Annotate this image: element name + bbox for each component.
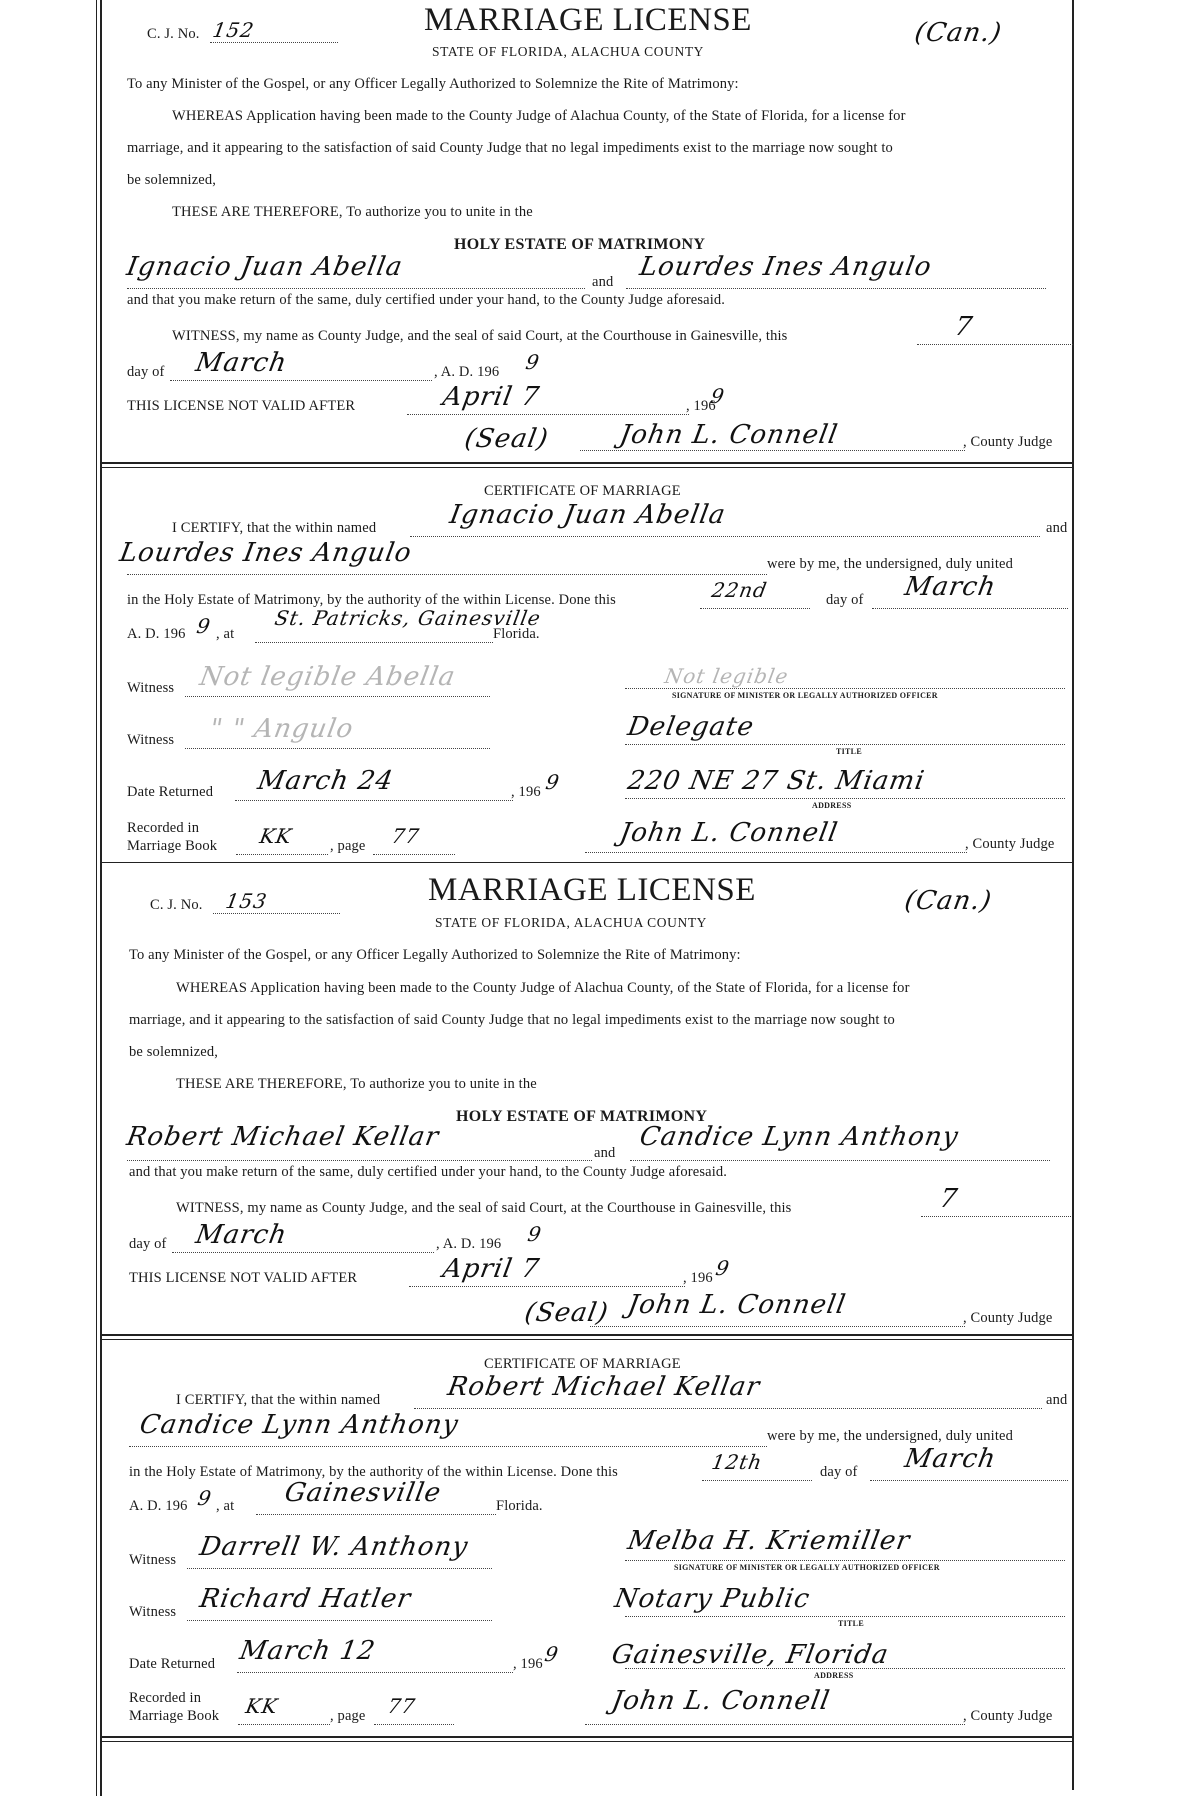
witness-line: WITNESS, my name as County Judge, and the seal of said Court, at the Courthouse in Gainesville, this: [172, 328, 788, 344]
month-dotted-2: [172, 1252, 434, 1253]
date-returned-dotted-2: [237, 1672, 513, 1673]
cert-florida: Florida.: [493, 626, 540, 642]
done-month: March: [902, 572, 999, 602]
day-dotted-2: [921, 1216, 1071, 1217]
address-dotted: [625, 798, 1065, 799]
and-word: and: [592, 274, 614, 290]
cert-at-label-2: , at: [216, 1498, 235, 1514]
marriage-book-label-2: Marriage Book: [129, 1708, 220, 1724]
date-returned-dotted: [235, 800, 513, 801]
corner-mark-2: (Can.): [902, 886, 995, 916]
done-month-dotted: [872, 608, 1068, 609]
certificate-title: CERTIFICATE OF MARRIAGE: [484, 483, 681, 499]
title-caption: TITLE: [836, 747, 862, 756]
officer-title-2: Notary Public: [612, 1584, 813, 1614]
certificate-title-2: CERTIFICATE OF MARRIAGE: [484, 1356, 681, 1372]
whereas-line-3: be solemnized,: [127, 172, 217, 188]
day-number: 7: [952, 312, 976, 342]
officer-signature: Not legible: [662, 664, 791, 688]
groom-dotted-2: [127, 1160, 592, 1161]
cj-dotted-2: [213, 913, 340, 914]
title-dotted: [625, 744, 1065, 745]
cj-label-2: C. J. No.: [150, 897, 203, 913]
officer-dotted: [625, 688, 1065, 689]
page-number-2: 77: [385, 1694, 418, 1718]
officer-address: 220 NE 27 St. Miami: [625, 766, 928, 796]
marriage-book-label: Marriage Book: [127, 838, 218, 854]
page-dotted-2: [374, 1724, 454, 1725]
not-valid-year-label-2: , 196: [683, 1270, 713, 1286]
united-label-2: were by me, the undersigned, duly united: [767, 1428, 1013, 1444]
bride-dotted-2: [630, 1160, 1050, 1161]
title-caption-2: TITLE: [838, 1619, 864, 1628]
license-title: MARRIAGE LICENSE: [424, 2, 752, 38]
holy-estate-heading: HOLY ESTATE OF MATRIMONY: [454, 236, 706, 253]
divider-1: [100, 462, 1072, 468]
to-line-2: To any Minister of the Gospel, or any Officer Legally Authorized to Solemnize the Rite of Matrimony:: [129, 947, 741, 963]
to-line: To any Minister of the Gospel, or any Officer Legally Authorized to Solemnize the Rite of Matrimony:: [127, 76, 739, 92]
license-title-2: MARRIAGE LICENSE: [428, 872, 756, 908]
month-2: March: [193, 1220, 290, 1250]
bride-name: Lourdes Ines Angulo: [637, 252, 935, 282]
therefore-line-2: THESE ARE THEREFORE, To authorize you to unite in the: [176, 1076, 537, 1092]
bottom-border: [100, 1736, 1072, 1742]
cert-ad-label-2: A. D. 196: [129, 1498, 188, 1514]
bride-name-2: Candice Lynn Anthony: [637, 1122, 962, 1152]
date-returned-label: Date Returned: [127, 784, 214, 800]
done-day-2: 12th: [709, 1450, 765, 1474]
cert-judge-dotted-2: [585, 1724, 965, 1725]
date-returned-2: March 12: [237, 1636, 378, 1666]
done-day: 22nd: [709, 578, 770, 602]
cert-judge-dotted: [585, 852, 967, 853]
cert-place: St. Patricks, Gainesville: [272, 606, 543, 630]
officer-caption-2: SIGNATURE OF MINISTER OR LEGALLY AUTHORIZED OFFICER: [674, 1563, 940, 1572]
cert-florida-2: Florida.: [496, 1498, 543, 1514]
left-border-inner: [96, 0, 97, 1796]
witness-1-signature-2: Darrell W. Anthony: [197, 1532, 471, 1562]
officer-caption: SIGNATURE OF MINISTER OR LEGALLY AUTHORIZED OFFICER: [672, 691, 938, 700]
officer-dotted-2: [625, 1560, 1065, 1561]
county-judge-label: , County Judge: [963, 434, 1053, 450]
witness-line-2: WITNESS, my name as County Judge, and the seal of said Court, at the Courthouse in Gainesville, this: [176, 1200, 792, 1216]
date-returned-label-2: Date Returned: [129, 1656, 216, 1672]
returned-year-digit-2: 9: [542, 1642, 561, 1666]
witness-2-label-2: Witness: [129, 1604, 177, 1620]
cert-and-2: and: [1046, 1392, 1068, 1408]
not-valid-label-2: THIS LICENSE NOT VALID AFTER: [129, 1270, 358, 1286]
license-subtitle: STATE OF FLORIDA, ALACHUA COUNTY: [432, 44, 705, 59]
page-dotted: [373, 854, 455, 855]
returned-year-label-2: , 196: [513, 1656, 543, 1672]
not-valid-label: THIS LICENSE NOT VALID AFTER: [127, 398, 356, 414]
witness-2-signature-2: Richard Hatler: [197, 1584, 414, 1614]
recorded-in: Recorded in: [127, 820, 200, 836]
return-line-2: and that you make return of the same, duly certified under your hand, to the County Judge aforesaid.: [129, 1164, 728, 1180]
cert-bride-dotted-2: [129, 1446, 767, 1447]
cert-ad-digit-2: 9: [195, 1486, 214, 1510]
witness-1-signature: Not legible Abella: [197, 662, 458, 692]
day-number-2: 7: [937, 1184, 961, 1214]
whereas-line-2: marriage, and it appearing to the satisfaction of said County Judge that no legal impediments exist to the marriage now sought to: [127, 140, 893, 156]
cert-groom-2: Robert Michael Kellar: [445, 1372, 763, 1402]
cert-bride: Lourdes Ines Angulo: [117, 538, 415, 568]
not-valid-year-label: , 196: [686, 398, 716, 414]
month: March: [193, 348, 290, 378]
cert-place-dotted: [255, 642, 493, 643]
therefore-line: THESE ARE THEREFORE, To authorize you to unite in the: [172, 204, 533, 220]
cj-dotted: [210, 42, 338, 43]
groom-name-2: Robert Michael Kellar: [124, 1122, 442, 1152]
done-month-2: March: [902, 1444, 999, 1474]
ad-label-2: , A. D. 196: [436, 1236, 502, 1252]
book: KK: [257, 824, 295, 848]
holy-label-2: in the Holy Estate of Matrimony, by the authority of the within License. Done this: [129, 1464, 618, 1480]
cert-groom-dotted: [410, 536, 1040, 537]
cj-number: 152: [210, 18, 257, 42]
month-dotted: [170, 380, 432, 381]
cert-judge-signature: John L. Connell: [617, 818, 841, 848]
cert-and: and: [1046, 520, 1068, 536]
not-valid-year-digit: 9: [708, 384, 727, 408]
year-digit-2: 9: [525, 1222, 544, 1246]
title-dotted-2: [625, 1616, 1065, 1617]
not-valid-dotted: [407, 414, 689, 415]
judge-dotted: [580, 450, 965, 451]
address-dotted-2: [625, 1668, 1065, 1669]
whereas-line-3-2: be solemnized,: [129, 1044, 219, 1060]
done-day-dotted: [700, 608, 810, 609]
not-valid-date: April 7: [440, 382, 542, 412]
cert-groom: Ignacio Juan Abella: [447, 500, 729, 530]
cert-bride-2: Candice Lynn Anthony: [137, 1410, 462, 1440]
officer-title: Delegate: [625, 712, 757, 742]
cert-county-judge: , County Judge: [965, 836, 1055, 852]
cj-label: C. J. No.: [147, 26, 200, 42]
recorded-in-2: Recorded in: [129, 1690, 202, 1706]
cert-place-dotted-2: [256, 1514, 496, 1515]
corner-mark: (Can.): [912, 18, 1005, 48]
witness-2-signature: " " Angulo: [207, 714, 356, 744]
ad-label: , A. D. 196: [434, 364, 500, 380]
united-label: were by me, the undersigned, duly united: [767, 556, 1013, 572]
seal-mark-2: (Seal): [522, 1298, 611, 1328]
returned-year-digit: 9: [543, 770, 562, 794]
judge-dotted-2: [590, 1326, 965, 1327]
page-label-2: , page: [330, 1708, 366, 1724]
not-valid-dotted-2: [409, 1286, 685, 1287]
witness-2-label: Witness: [127, 732, 175, 748]
whereas-line-2-2: marriage, and it appearing to the satisfaction of said County Judge that no legal impediments exist to the marriage now sought to: [129, 1012, 895, 1028]
cert-groom-dotted-2: [414, 1408, 1042, 1409]
page-number: 77: [389, 824, 422, 848]
judge-signature: John L. Connell: [617, 420, 841, 450]
holy-estate-heading-2: HOLY ESTATE OF MATRIMONY: [456, 1108, 708, 1125]
cert-judge-signature-2: John L. Connell: [609, 1686, 833, 1716]
divider-3: [100, 1334, 1072, 1340]
page-label: , page: [330, 838, 366, 854]
cert-ad-digit: 9: [194, 614, 213, 638]
cert-ad-label: A. D. 196: [127, 626, 186, 642]
cert-place-2: Gainesville: [282, 1478, 444, 1508]
cert-day-of: day of: [826, 592, 864, 608]
book-dotted: [236, 854, 328, 855]
not-valid-year-digit-2: 9: [713, 1256, 732, 1280]
license-subtitle-2: STATE OF FLORIDA, ALACHUA COUNTY: [435, 915, 708, 930]
day-of-label-2: day of: [129, 1236, 167, 1252]
day-dotted: [917, 344, 1073, 345]
returned-year-label: , 196: [511, 784, 541, 800]
witness-2-dotted: [185, 748, 490, 749]
address-caption-2: ADDRESS: [814, 1671, 854, 1680]
return-line: and that you make return of the same, duly certified under your hand, to the County Judge aforesaid.: [127, 292, 726, 308]
cert-at-label: , at: [216, 626, 235, 642]
groom-name: Ignacio Juan Abella: [124, 252, 406, 282]
witness-1-dotted-2: [187, 1568, 492, 1569]
whereas-line-1-2: WHEREAS Application having been made to the County Judge of Alachua County, of the State of Florida, for a license for: [176, 980, 910, 996]
officer-address-2: Gainesville, Florida: [609, 1640, 892, 1670]
right-border: [1072, 0, 1074, 1790]
witness-1-dotted: [185, 696, 490, 697]
and-word-2: and: [594, 1145, 616, 1161]
witness-1-label-2: Witness: [129, 1552, 177, 1568]
judge-signature-2: John L. Connell: [625, 1290, 849, 1320]
whereas-line-1: WHEREAS Application having been made to the County Judge of Alachua County, of the State of Florida, for a license for: [172, 108, 906, 124]
done-month-dotted-2: [870, 1480, 1068, 1481]
seal-mark: (Seal): [462, 424, 551, 454]
divider-2: [100, 862, 1072, 863]
certify-label: I CERTIFY, that the within named: [172, 520, 377, 536]
book-2: KK: [243, 1694, 281, 1718]
witness-1-label: Witness: [127, 680, 175, 696]
officer-signature-2: Melba H. Kriemiller: [625, 1526, 913, 1556]
county-judge-label-2: , County Judge: [963, 1310, 1053, 1326]
year-digit: 9: [523, 350, 542, 374]
book-dotted-2: [238, 1724, 330, 1725]
cj-number-2: 153: [223, 889, 270, 913]
left-border: [100, 0, 102, 1796]
date-returned: March 24: [255, 766, 396, 796]
not-valid-date-2: April 7: [440, 1254, 542, 1284]
groom-dotted: [127, 288, 585, 289]
witness-2-dotted-2: [187, 1620, 492, 1621]
certify-label-2: I CERTIFY, that the within named: [176, 1392, 381, 1408]
cert-day-of-2: day of: [820, 1464, 858, 1480]
bride-dotted: [626, 288, 1046, 289]
cert-county-judge-2: , County Judge: [963, 1708, 1053, 1724]
address-caption: ADDRESS: [812, 801, 852, 810]
cert-bride-dotted: [127, 574, 767, 575]
day-of-label: day of: [127, 364, 165, 380]
done-day-dotted-2: [702, 1480, 812, 1481]
holy-label: in the Holy Estate of Matrimony, by the authority of the within License. Done this: [127, 592, 616, 608]
